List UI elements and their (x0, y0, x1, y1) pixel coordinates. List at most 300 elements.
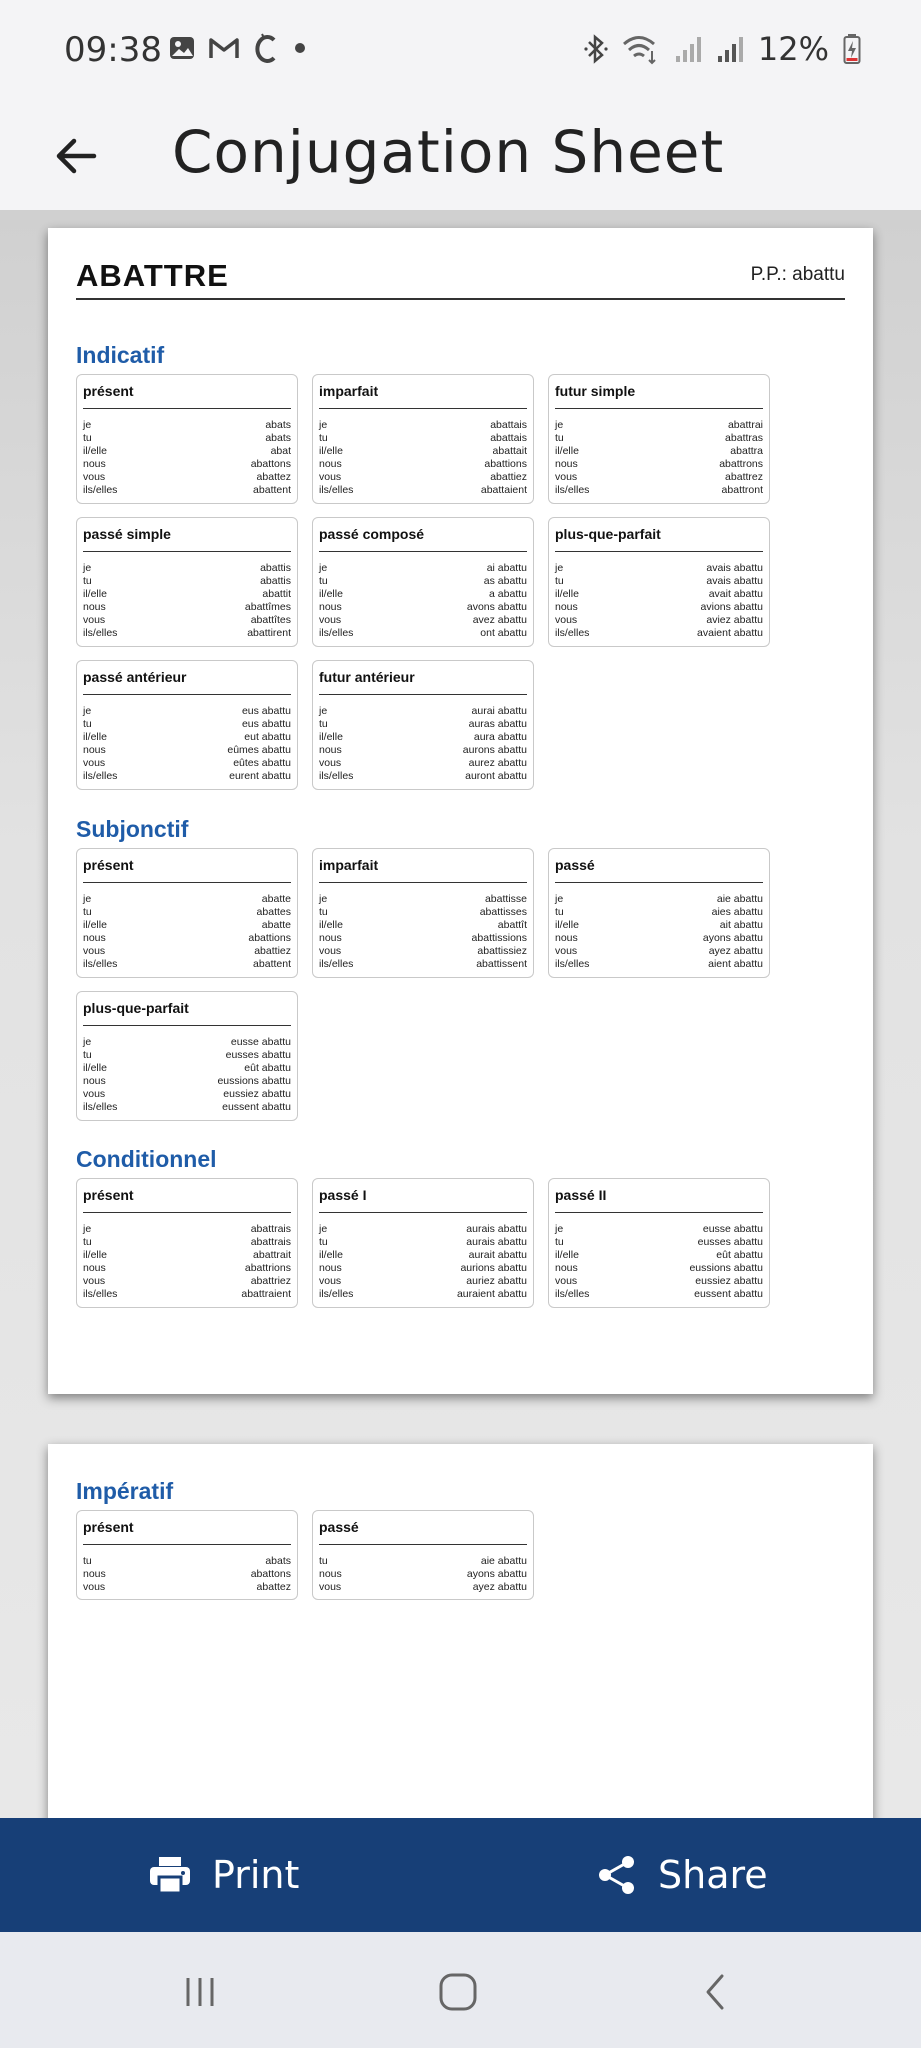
sheet-page-1 (48, 228, 873, 1394)
verb-form: abattront (721, 483, 763, 496)
pronoun: ils/elles (83, 957, 118, 970)
verb-form: ont abattu (480, 626, 527, 639)
verb-form: abattissent (476, 957, 527, 970)
conjugation-row (83, 1101, 291, 1114)
verb-form: eusse abattu (702, 1223, 763, 1235)
pronoun: il/elle (555, 444, 579, 457)
verb-form: abattrions (244, 1261, 291, 1274)
conjugation-row (83, 1581, 291, 1594)
verb-form: abattais (490, 431, 527, 444)
conjugation-row (555, 945, 763, 958)
pronoun: tu (319, 717, 328, 730)
pronoun: nous (319, 931, 342, 944)
conjugation-row (555, 432, 763, 445)
pronoun: ils/elles (555, 957, 590, 970)
tense-name: imparfait (319, 855, 527, 883)
recents-icon (180, 1972, 220, 2012)
conjugation-row (319, 601, 527, 614)
tense-name: présent (83, 855, 291, 883)
pronoun: vous (555, 944, 578, 957)
conjugation-row (83, 919, 291, 932)
verb-form: eût abattu (244, 1061, 291, 1074)
tense-card (76, 848, 298, 978)
tense-card (312, 848, 534, 978)
pronoun: ils/elles (319, 483, 354, 496)
verb-form: abattiez (254, 944, 291, 957)
conjugation-row (83, 1275, 291, 1288)
conjugation-row (83, 932, 291, 945)
conjugation-row (555, 1236, 763, 1249)
verb-form: abattait (492, 444, 527, 457)
conjugation-row (319, 1236, 527, 1249)
sheet-preview[interactable] (0, 210, 921, 1818)
conjugation-list (319, 893, 527, 970)
back-button[interactable] (40, 120, 112, 192)
verb-form: abattît (497, 918, 527, 931)
verb-form: abattent (253, 957, 291, 970)
verb-form: ayez abattu (472, 1580, 527, 1593)
pronoun: je (555, 893, 564, 905)
verb-title: ABATTRE (76, 258, 229, 293)
conjugation-list (83, 893, 291, 970)
verb-form: eusses abattu (697, 1235, 763, 1248)
conjugation-list (555, 1223, 763, 1300)
conjugation-row (83, 744, 291, 757)
verb-form: abattons (250, 1567, 291, 1580)
tense-name: passé II (555, 1185, 763, 1213)
verb-form: eûtes abattu (233, 756, 291, 769)
verb-form: auront abattu (465, 769, 527, 782)
verb-form: abattrais (250, 1235, 291, 1248)
pronoun: il/elle (83, 730, 107, 743)
tense-card (76, 991, 298, 1121)
verb-form: avais abattu (706, 574, 763, 587)
pronoun: tu (319, 1555, 328, 1567)
mood-title: Conditionnel (76, 1146, 217, 1172)
pronoun: je (319, 705, 328, 717)
pronoun: ils/elles (555, 626, 590, 639)
verb-form: eussions abattu (217, 1074, 291, 1087)
pronoun: je (83, 893, 92, 905)
conjugation-row (83, 614, 291, 627)
verb-form: abattes (256, 905, 291, 918)
tense-name: passé I (319, 1185, 527, 1213)
conjugation-list (319, 562, 527, 639)
pronoun: nous (83, 743, 106, 756)
conjugation-row (555, 471, 763, 484)
signal-icon (674, 34, 702, 64)
tense-card (76, 1178, 298, 1308)
conjugation-row (319, 562, 527, 575)
conjugation-row (555, 932, 763, 945)
pronoun: nous (319, 1261, 342, 1274)
pronoun: tu (555, 431, 564, 444)
pronoun: nous (83, 457, 106, 470)
conjugation-row (83, 458, 291, 471)
verb-form: abattriez (250, 1274, 291, 1287)
verb-form: abattez (256, 470, 291, 483)
tense-name: passé antérieur (83, 667, 291, 695)
share-label: Share (658, 1853, 768, 1897)
conjugation-row (83, 705, 291, 718)
conjugation-row (319, 770, 527, 783)
conjugation-row (555, 575, 763, 588)
conjugation-row (83, 1236, 291, 1249)
conjugation-list (319, 1223, 527, 1300)
tense-card (76, 660, 298, 790)
verb-form: ayons abattu (466, 1567, 527, 1580)
conjugation-row (83, 1049, 291, 1062)
tense-name: présent (83, 1185, 291, 1213)
pronoun: nous (555, 457, 578, 470)
verb-form: eusses abattu (225, 1048, 291, 1061)
conjugation-list (83, 419, 291, 496)
verb-form: eussiez abattu (695, 1274, 763, 1287)
print-button[interactable] (148, 1818, 299, 1932)
pronoun: ils/elles (83, 626, 118, 639)
pronoun: il/elle (83, 918, 107, 931)
conjugation-row (319, 958, 527, 971)
tense-name: passé simple (83, 524, 291, 552)
arrow-left-icon (54, 136, 98, 176)
pronoun: je (83, 1036, 92, 1048)
conjugation-row (83, 484, 291, 497)
pronoun: je (83, 419, 92, 431)
conjugation-row (319, 919, 527, 932)
verb-form: abattrons (719, 457, 763, 470)
conjugation-row (83, 770, 291, 783)
system-nav-bar (0, 1932, 921, 2048)
notification-icons (168, 32, 308, 64)
verb-form: auras abattu (468, 717, 527, 730)
pronoun: il/elle (83, 587, 107, 600)
verb-form: avait abattu (708, 587, 763, 600)
pronoun: il/elle (319, 587, 343, 600)
conjugation-list (83, 562, 291, 639)
verb-form: aurais abattu (466, 1235, 527, 1248)
tense-name: passé composé (319, 524, 527, 552)
conjugation-list (83, 1223, 291, 1300)
pronoun: il/elle (555, 587, 579, 600)
verb-form: aurions abattu (460, 1261, 527, 1274)
conjugation-row (319, 458, 527, 471)
verb-form: ai abattu (486, 562, 527, 574)
conjugation-row (319, 471, 527, 484)
verb-form: ayons abattu (702, 931, 763, 944)
conjugation-row (83, 757, 291, 770)
pronoun: nous (319, 457, 342, 470)
tense-card (312, 1178, 534, 1308)
tense-card (312, 374, 534, 504)
conjugation-list (555, 419, 763, 496)
pronoun: vous (83, 756, 106, 769)
conjugation-row (83, 1288, 291, 1301)
conjugation-row (83, 893, 291, 906)
conjugation-row (83, 601, 291, 614)
verb-form: abattaient (480, 483, 527, 496)
pronoun: nous (319, 1567, 342, 1580)
pronoun: il/elle (83, 1061, 107, 1074)
conjugation-row (555, 445, 763, 458)
share-button[interactable] (596, 1818, 768, 1932)
conjugation-row (83, 445, 291, 458)
pronoun: nous (555, 931, 578, 944)
conjugation-list (83, 705, 291, 782)
tense-card (548, 517, 770, 647)
pronoun: vous (83, 613, 106, 626)
pronoun: tu (555, 905, 564, 918)
pronoun: je (555, 1223, 564, 1235)
wifi-icon (622, 33, 660, 65)
verb-form: aurait abattu (468, 1248, 527, 1261)
conjugation-row (319, 1262, 527, 1275)
pronoun: je (319, 893, 328, 905)
pronoun: il/elle (319, 1248, 343, 1261)
pronoun: tu (319, 905, 328, 918)
home-icon (436, 1970, 480, 2014)
verb-form: abattons (250, 457, 291, 470)
tense-name: futur antérieur (319, 667, 527, 695)
pronoun: vous (83, 1087, 106, 1100)
conjugation-row (319, 1223, 527, 1236)
verb-form: avaient abattu (697, 626, 763, 639)
home-button[interactable] (428, 1962, 488, 2022)
conjugation-list (555, 562, 763, 639)
conjugation-row (83, 419, 291, 432)
mood-title: Indicatif (76, 342, 165, 368)
tense-name: imparfait (319, 381, 527, 409)
pronoun: vous (555, 1274, 578, 1287)
verb-form: aviez abattu (706, 613, 763, 626)
conjugation-row (555, 601, 763, 614)
page-title: Conjugation Sheet (172, 118, 725, 186)
verb-form: aurez abattu (468, 756, 527, 769)
verb-form: abats (265, 419, 291, 431)
tense-card (548, 848, 770, 978)
verb-form: abats (265, 1555, 291, 1567)
conjugation-row (83, 1555, 291, 1568)
conjugation-row (319, 1249, 527, 1262)
conjugation-row (555, 958, 763, 971)
verb-form: eussent abattu (222, 1100, 291, 1113)
pronoun: je (83, 705, 92, 717)
pronoun: vous (555, 470, 578, 483)
conjugation-row (555, 458, 763, 471)
conjugation-row (319, 1275, 527, 1288)
mood-title: Impératif (76, 1478, 174, 1504)
pronoun: ils/elles (83, 1287, 118, 1300)
pronoun: vous (83, 470, 106, 483)
conjugation-row (83, 562, 291, 575)
verb-form: aurons abattu (462, 743, 527, 756)
recents-button[interactable] (170, 1962, 230, 2022)
nav-back-button[interactable] (686, 1962, 746, 2022)
tense-card (312, 1510, 534, 1600)
verb-form: ait abattu (719, 918, 763, 931)
conjugation-row (83, 471, 291, 484)
verb-form: abattit (262, 587, 291, 600)
conjugation-row (555, 419, 763, 432)
conjugation-row (83, 945, 291, 958)
pronoun: nous (319, 600, 342, 613)
pronoun: vous (319, 613, 342, 626)
verb-form: abattiez (490, 470, 527, 483)
past-participle: P.P.: abattu (750, 264, 845, 285)
conjugation-row (555, 1223, 763, 1236)
tense-name: futur simple (555, 381, 763, 409)
verb-form: aies abattu (711, 905, 763, 918)
verb-form: abattrai (727, 419, 763, 431)
conjugation-row (555, 1249, 763, 1262)
pronoun: vous (83, 944, 106, 957)
pronoun: tu (83, 905, 92, 918)
conjugation-row (83, 1223, 291, 1236)
conjugation-row (319, 484, 527, 497)
conjugation-row (83, 1075, 291, 1088)
tense-card (548, 1178, 770, 1308)
conjugation-row (319, 893, 527, 906)
action-bar (0, 1818, 921, 1932)
verb-form: abatte (261, 918, 291, 931)
pronoun: il/elle (319, 918, 343, 931)
dot-icon (292, 40, 308, 56)
pronoun: il/elle (555, 1248, 579, 1261)
conjugation-row (83, 1036, 291, 1049)
mood-title: Subjonctif (76, 816, 189, 842)
pronoun: je (319, 1223, 328, 1235)
conjugation-row (555, 614, 763, 627)
verb-form: abattions (248, 931, 291, 944)
status-time: 09:38 (64, 30, 162, 70)
pronoun: je (83, 1223, 92, 1235)
pronoun: tu (83, 574, 92, 587)
verb-form: eus abattu (241, 705, 291, 717)
verb-form: eurent abattu (229, 769, 291, 782)
printer-icon (148, 1855, 192, 1895)
conjugation-row (319, 575, 527, 588)
pronoun: ils/elles (83, 769, 118, 782)
pronoun: nous (83, 1567, 106, 1580)
pronoun: ils/elles (83, 483, 118, 496)
tense-card (76, 1510, 298, 1600)
tense-name: présent (83, 1517, 291, 1545)
conjugation-row (555, 588, 763, 601)
verb-form: abattîmes (244, 600, 291, 613)
conjugation-row (555, 919, 763, 932)
verb-form: eût abattu (716, 1248, 763, 1261)
pronoun: ils/elles (319, 1287, 354, 1300)
verb-form: abattisse (484, 893, 527, 905)
conjugation-row (555, 1275, 763, 1288)
status-bar (0, 0, 921, 104)
conjugation-row (319, 731, 527, 744)
verb-form: aie abattu (716, 893, 763, 905)
pronoun: ils/elles (555, 1287, 590, 1300)
conjugation-row (83, 1249, 291, 1262)
pronoun: nous (83, 600, 106, 613)
tense-name: présent (83, 381, 291, 409)
pronoun: je (555, 562, 564, 574)
pronoun: vous (319, 470, 342, 483)
system-icons (584, 30, 861, 68)
conjugation-list (83, 1555, 291, 1594)
pronoun: nous (555, 1261, 578, 1274)
verb-form: abattrais (250, 1223, 291, 1235)
verb-form: abattissiez (477, 944, 527, 957)
signal-icon (716, 34, 744, 64)
pronoun: tu (555, 574, 564, 587)
pronoun: nous (83, 1261, 106, 1274)
gmail-icon (208, 34, 240, 62)
tense-name: plus-que-parfait (83, 998, 291, 1026)
conjugation-row (319, 718, 527, 731)
conjugation-row (83, 575, 291, 588)
verb-header (76, 256, 845, 300)
conjugation-row (319, 757, 527, 770)
verb-form: abattions (484, 457, 527, 470)
conjugation-row (83, 1568, 291, 1581)
pronoun: je (319, 419, 328, 431)
back-icon (696, 1970, 736, 2014)
verb-form: abattîtes (250, 613, 291, 626)
pronoun: il/elle (555, 918, 579, 931)
conjugation-row (83, 958, 291, 971)
conjugation-row (83, 906, 291, 919)
pronoun: tu (83, 1048, 92, 1061)
tense-name: passé (319, 1517, 527, 1545)
pronoun: ils/elles (83, 1100, 118, 1113)
verb-form: abattras (725, 431, 763, 444)
conjugation-row (555, 562, 763, 575)
pronoun: nous (83, 1074, 106, 1087)
conjugation-row (319, 744, 527, 757)
battery-charging-icon (843, 33, 861, 65)
verb-form: abattais (490, 419, 527, 431)
pronoun: ils/elles (319, 626, 354, 639)
pronoun: tu (319, 574, 328, 587)
conjugation-list (555, 893, 763, 970)
conjugation-row (319, 432, 527, 445)
verb-form: eus abattu (241, 717, 291, 730)
verb-form: abattraient (241, 1287, 291, 1300)
sheet-page-2 (48, 1444, 873, 1818)
tense-card (76, 374, 298, 504)
pronoun: nous (83, 931, 106, 944)
pronoun: tu (319, 1235, 328, 1248)
conjugation-row (319, 419, 527, 432)
tense-name: passé (555, 855, 763, 883)
verb-form: aient abattu (708, 957, 763, 970)
conjugation-row (319, 445, 527, 458)
verb-form: abattrait (253, 1248, 291, 1261)
verb-form: eut abattu (244, 730, 291, 743)
conjugation-row (555, 1262, 763, 1275)
conjugation-row (555, 484, 763, 497)
verb-form: abatte (261, 893, 291, 905)
verb-form: eussent abattu (694, 1287, 763, 1300)
share-icon (596, 1854, 638, 1896)
conjugation-list (319, 705, 527, 782)
verb-form: eusse abattu (230, 1036, 291, 1048)
conjugation-row (319, 1288, 527, 1301)
conjugation-row (319, 932, 527, 945)
conjugation-row (83, 1262, 291, 1275)
pronoun: je (555, 419, 564, 431)
verb-form: aura abattu (473, 730, 527, 743)
pronoun: ils/elles (319, 957, 354, 970)
print-label: Print (212, 1853, 300, 1897)
conjugation-row (319, 588, 527, 601)
